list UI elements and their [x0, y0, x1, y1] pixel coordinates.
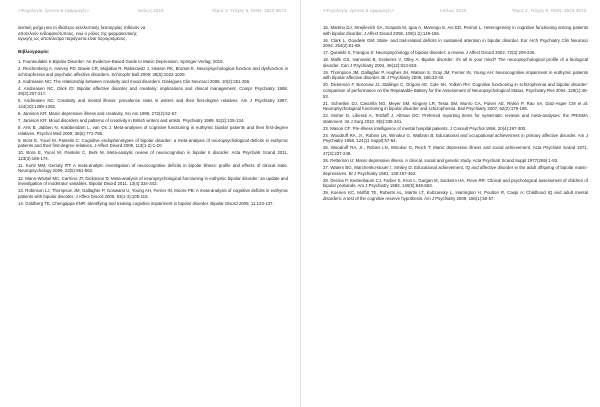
page-header: [323, 0, 588, 20]
page-body: [323, 25, 588, 201]
journal-title: «Ψυχολογία: έρευνα & εφαρμογές»: [323, 7, 395, 13]
text-line: λεκτική μνήμη και το ιδιαίτερο εκτελεστικής λειτουργίας πιθανόν να: [18, 25, 146, 30]
volume-info: Τόμος 2, Τεύχος 5, ISSN: 2623-3673: [211, 7, 286, 13]
reference-item: 7. Jamison KR: Mood disorders and patterns of creativity in British writers and artists. Psychiatry 1989, 52(2):125-134.: [18, 118, 245, 124]
conclusion-text: [18, 25, 288, 42]
reference-item: 26. Petterson U: Manic-depressive illness. A clinical, social and genetic study. Acta Psychiatr Scand Suppl 1977(269):1-93.: [323, 157, 559, 163]
reference-item: 20. Dickerson F, Boronow JJ, Stallings C, Origoni AE, Cole SK, Yolken RH: Cognitive functioning in schizophrenia and bipolar disorder: comparison of performance on the Repeatable Battery for the Assessment of Neuropsychological Status. Psychiatry Res 2004, 129(1):45-53.: [323, 82, 588, 99]
page-header: [18, 0, 288, 20]
right-page: [300, 0, 600, 407]
reference-list: [18, 59, 288, 206]
issue-date: Ιούλιος 2019: [137, 7, 164, 13]
reference-item: 27. Waters BG, Marchenko-Bouer I, Smiley D: Educational achievement, IQ and affective disorder in the adult offspring of bipolar manic-depressives. Br J Psychiatry 1981, 139:457-462.: [323, 165, 588, 176]
reference-item: 9. Bora E, Yucel M, Pantelis C. Cognitive endophenotypes of bipolar disorder: a meta-analysis of neuropsychological deficits in euthymic patients and their first-degree relatives. J Affect Disord 2009, 113(1-2):1-20.: [18, 137, 288, 149]
reference-item: 25. Woodruff RA, Jr., Robins LN, Winokur G, Reich T: Manic depressive illness and social achievement. Acta Psychiatr Scand 1971, 47(3):237-249.: [323, 145, 588, 156]
references-heading: Βιβλιογραφία:: [18, 48, 50, 54]
reference-item: 11. Kurtz MM, Gerraty RT: A meta-analytic investigation of neurocognitive deficits in bipolar illness: profile and effects of clinical state. Neuropsychology 2009, 23(5):551-562.: [18, 162, 288, 174]
reference-item: 24. Woodruff RA, Jr., Robins LN, Winokur G, Walbran B: Educational and occupational achievement in primary affective disorder. Am J Psychiatry 1968, 124(11 Suppl):57-64.: [323, 132, 588, 144]
reference-item: 2. Reichenberg A, Harvey PD, Bowie CR, Mojtabai R, Rabinowitz J, Heaton RK, Bromet E. Neuropsychological function and dysfunction in schizophrenia and psychotic affective disorders. Schizophr Bull 2009; 35(5):1022-1029.: [18, 66, 288, 77]
reference-item: 23. Mason CF: Pre-illness intelligence of mental hospital patients. J Consult Psychol 1956, 20(4):297-300.: [323, 125, 527, 131]
reference-item: 18. Malhi GS, Ivanovski B, Szekeres V, Olley A: Bipolar disorder: it's all in your mind? The neuropsychological profile of a biological disorder. Can J Psychiatry 2004, 49(12):813-819.: [323, 57, 588, 68]
journal-title: «Ψυχολογία: έρευνα & εφαρμογές»: [18, 7, 90, 13]
reference-item: 17. Quraishi S, Frangou S: Neuropsychology of bipolar disorder: a review. J Affect Disord 2002, 72(3):209-226.: [323, 50, 536, 56]
reference-item: 21. Schretlen DJ, Cascella NG, Meyer SM, Kingery LR, Testa SM, Munro CA, Pulver AE, Rivkin P, Rao VA, Diaz-Asper CM et al: Neuropsychological functioning in bipolar disorder and schizophrenia. Biol Psychiatry 2007, 62(2):179-186.: [323, 100, 588, 112]
reference-item: 1. Fountoulakis K.Bipolar Disorder: An Evidence-Based Guide to Manic Depression. Springer-Verlag; 2015.: [18, 59, 224, 65]
reference-item: 4. Andreasen NC, Glick ID: Bipolar affective disorder and creativity: implications and clinical management. Compr Psychiatry 1988, 29(3):207-217.: [18, 85, 288, 97]
text-line: αποτελούν ενδοφαινότυπους, ενώ ο ρόλος της φαρμακευτικής: [18, 30, 137, 36]
page-body: [18, 25, 288, 206]
issue-date: Ιούλιος 2019: [440, 7, 467, 13]
reference-item: 13. Robinson LJ, Thompson JM, Gallagher P, Goswami U, Young AH, Ferrier IN, Moore PB: A meta-analysis of cognitive deficits in euthymic patients with bipolar disorder. J Affect Disord 2006, 93(1-3):105-115.: [18, 188, 288, 199]
reference-item: 29. Koenen KC, Moffitt TE, Roberts AL, Martin LT, Kubzansky L, Harrington H, Poulton R, Caspi A: Childhood IQ and adult mental disorders: a test of the cognitive reserve hypothesis. Am J Psychiatry 2009, 166(1):50-57.: [323, 190, 588, 201]
reference-item: 6. Jamison KR: Manic-depressive illness and creativity. Sci Am 1995, 272(2):62-67.: [18, 111, 178, 117]
reference-item: 8. Arts B, Jabben N, Krabbendam L, van Os J. Meta-analyses of cognitive functioning in euthymic bipolar patients and their first-degree relatives. Psychol Med 2008; 38(6):771-785.: [18, 125, 288, 136]
reference-item: 14. Goldberg TE, Chengappa KNR: Identifying and treating cognitive impairment in bipolar disorder. Bipolar Disord 2009, 11:123-137.: [18, 200, 274, 206]
volume-info: Τόμος 2, Τεύχος 5, ISSN: 2623-3673: [511, 7, 586, 13]
reference-item: 16. Clark L, Goodwin GM: State- and trait-related deficits in sustained attention in bipolar disorder. Eur Arch Psychiatry Clin Neurosci 2004, 254(2):61-68.: [323, 37, 588, 49]
text-line: αγωγής ως αποτέλεσμα παράγοντα είναι περιορισμένος.: [18, 36, 127, 42]
reference-item: 10. Bora E, Yucel M, Pantelis C, Berk M. Meta-analytic review of neurocognition in bipolar II disorder. Acta Psychiatr Scand 2011, 123(3):165-174.: [18, 150, 288, 161]
reference-item: 19. Thompson JM, Gallagher P, Hughes JH, Watson S, Gray JM, Ferrier IN, Young AH: Neurocognitive impairment in euthymic patients with bipolar affective disorder. Br J Psychiatry 2005, 186:32-40.: [323, 69, 588, 81]
reference-item: 22. Moher D, Liberati A, Tetzlaff J, Altman DG: Preferred reporting items for systematic reviews and meta-analyses: the PRISMA statement. Int J Surg 2010, 8(5):336-341.: [323, 113, 588, 124]
reference-item: 3. Andreasen NC: The relationship between creativity and mood disorders. Dialogues Clin Neurosci 2008, 10(2):251-255.: [18, 78, 251, 84]
reference-item: 15. Martino DJ, Strejilevich SA, Scapola M, Igoa A, Marengo E, Ais ED, Perinot L. Heterogeneity in cognitive functioning among patients with bipolar disorder. J Affect Disord 2008, 109(1-2):149-156.: [323, 25, 588, 36]
reference-item: 28. Decina P, Kestenbaum CJ, Farber S, Kron L, Gargan M, Sackeim HA, Fieve RR: Clinical and psychological assessment of children of bipolar probands. Am J Psychiatry 1983, 140(5):548-553.: [323, 177, 588, 189]
reference-list: [323, 25, 588, 201]
reference-item: 5. Andreasen NC: Creativity and mental illness: prevalence rates in writers and their first-degree relatives. Am J Psychiatry 1987, 144(10):1288-1292.: [18, 98, 288, 110]
reference-item: 12. Mann-Wrobel MC, Carreno JT, Dickinson D: Meta-analysis of neuropsychological functioning in euthymic bipolar disorder: an update and investigation of moderator variables. Bipolar Disord 2011, 13(4):334-342.: [18, 175, 288, 187]
